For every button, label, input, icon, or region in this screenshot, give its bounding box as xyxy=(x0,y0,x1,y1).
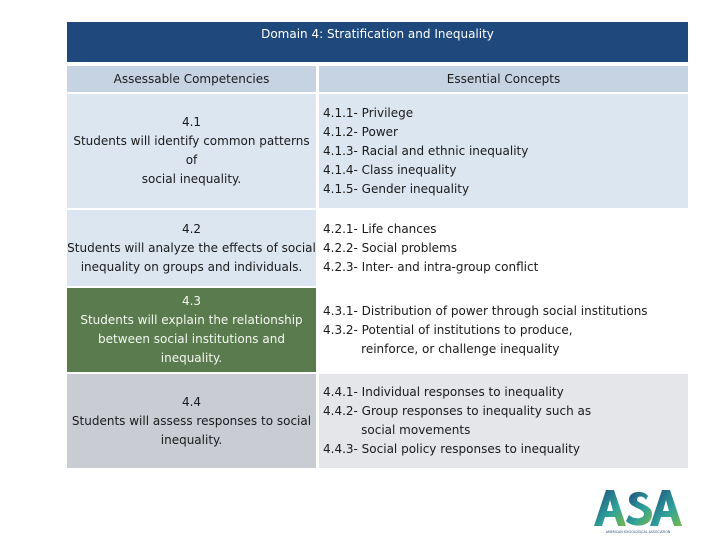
concept-item: 4.2.2- Social problems xyxy=(323,240,457,255)
concept-item: 4.1.1- Privilege xyxy=(323,105,414,120)
competency-text: 4.1 Students will identify common patterns of social inequality. xyxy=(73,115,310,186)
competency-text: 4.3 Students will explain the relationship between social institutions and inequality. xyxy=(80,294,303,365)
logo-tagline: AMERICAN SOCIOLOGICAL ASSOCIATION xyxy=(605,530,671,534)
competency-cell-4-1 xyxy=(67,94,316,208)
competency-cell-4-3 xyxy=(67,288,316,372)
concept-item: 4.4.1- Individual responses to inequality xyxy=(323,385,564,399)
concept-item: 4.4.3- Social policy responses to inequality xyxy=(323,442,581,456)
concept-item: 4.3.2- Potential of institutions to produce, xyxy=(323,322,573,337)
competency-text: 4.4 Students will assess responses to social inequality. xyxy=(71,394,312,447)
concepts-cell-4-4 xyxy=(319,374,688,468)
concept-item: 4.3.1- Distribution of power through social institutions xyxy=(323,303,648,318)
concept-item: 4.2.1- Life chances xyxy=(323,221,437,236)
concept-item: 4.1.4- Class inequality xyxy=(323,162,457,177)
table-title: Domain 4: Stratification and Inequality xyxy=(67,22,688,62)
concept-item: social movements xyxy=(323,423,471,437)
header-essential-concepts: Essential Concepts xyxy=(319,66,688,92)
concept-item: 4.1.2- Power xyxy=(323,124,398,139)
header-assessable-competencies: Assessable Competencies xyxy=(67,66,316,92)
concept-item: 4.1.5- Gender inequality xyxy=(323,181,470,196)
concept-item: 4.2.3- Inter- and intra-group conflict xyxy=(323,259,539,274)
concept-item: 4.1.3- Racial and ethnic inequality xyxy=(323,143,529,158)
competency-cell-4-4 xyxy=(67,374,316,468)
asa-logo xyxy=(592,486,684,536)
concept-item: reinforce, or challenge inequality xyxy=(323,341,560,356)
concepts-cell-4-3 xyxy=(319,288,688,372)
competency-cell-4-2 xyxy=(67,210,316,286)
competency-text: 4.2 Students will analyze the effects of social inequality on groups and individuals. xyxy=(67,221,316,274)
concepts-cell-4-2 xyxy=(319,210,688,286)
concept-item: 4.4.2- Group responses to inequality such as xyxy=(323,404,592,418)
concepts-cell-4-1 xyxy=(319,94,688,208)
